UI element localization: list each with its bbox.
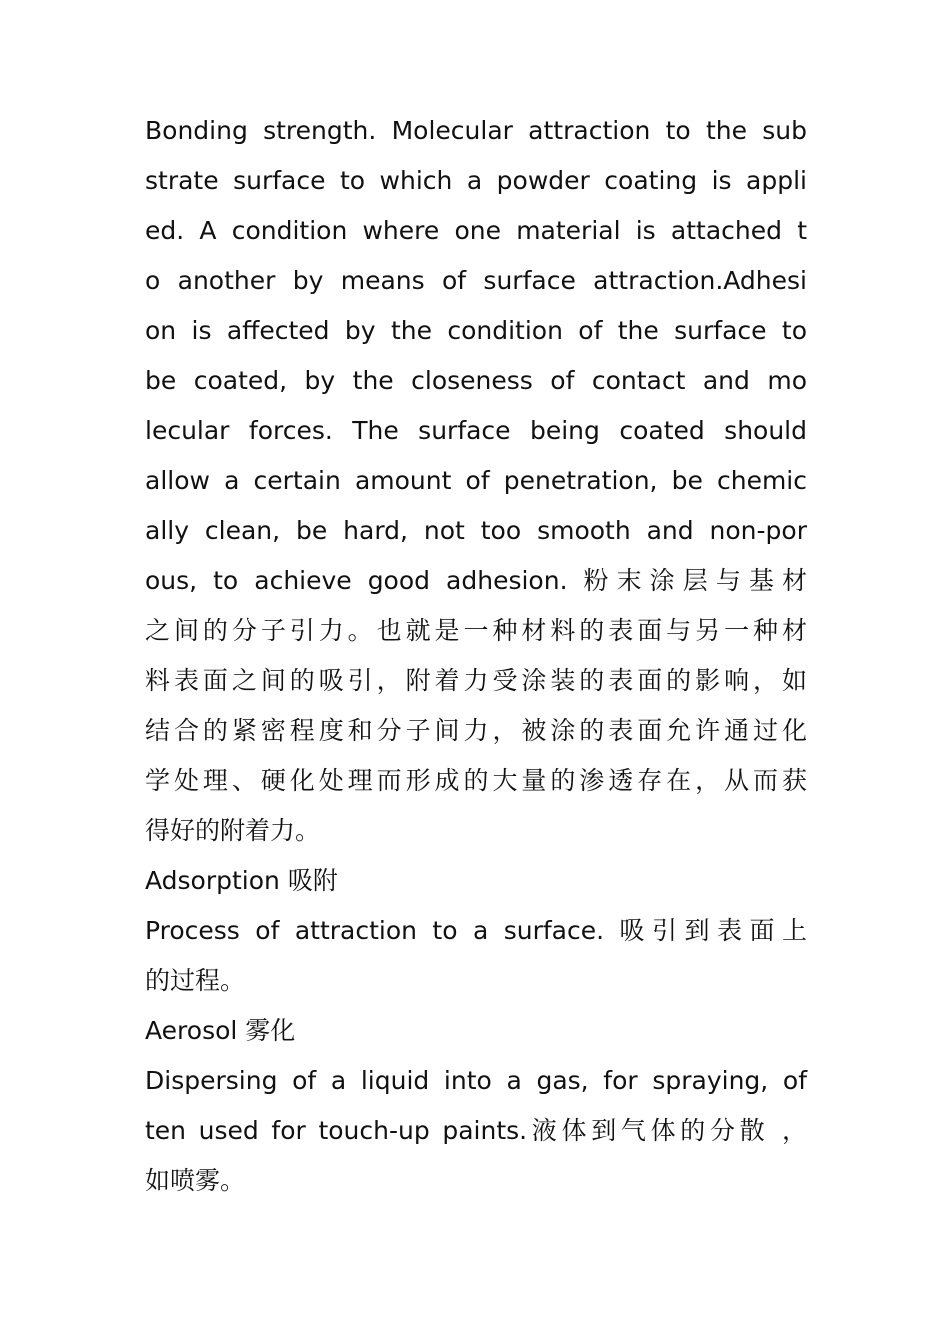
text-line: o another by means of surface attraction.Adhesi xyxy=(145,266,807,295)
text-line: 得好的附着力。 xyxy=(145,816,321,845)
text-line: 结合的紧密程度和分子间力，被涂的表面允许通过化 xyxy=(145,716,807,745)
text-line: on is affected by the condition of the surface to xyxy=(145,316,807,345)
text-line: 的过程。 xyxy=(145,966,246,995)
text-line: 之间的分子引力。也就是一种材料的表面与另一种材 xyxy=(145,616,807,645)
text-line: allow a certain amount of penetration, be chemic xyxy=(145,466,807,495)
text-line: 料表面之间的吸引，附着力受涂装的表面的影响，如 xyxy=(145,666,807,695)
text-line: 如喷雾。 xyxy=(145,1166,246,1195)
text-line: ten used for touch-up paints.液体到气体的分散 ， xyxy=(145,1116,807,1145)
term-heading-adsorption: Adsorption 吸附 xyxy=(145,866,338,895)
text-line: be coated, by the closeness of contact and mo xyxy=(145,366,807,395)
text-line: Bonding strength. Molecular attraction to the sub xyxy=(145,116,807,145)
text-line: ally clean, be hard, not too smooth and non-por xyxy=(145,516,807,545)
text-line: Dispersing of a liquid into a gas, for spraying, of xyxy=(145,1066,807,1095)
term-heading-aerosol: Aerosol 雾化 xyxy=(145,1016,296,1045)
text-line: ous, to achieve good adhesion. 粉末涂层与基材 xyxy=(145,566,807,595)
text-line: 学处理、硬化处理而形成的大量的渗透存在，从而获 xyxy=(145,766,807,795)
text-line: lecular forces. The surface being coated should xyxy=(145,416,807,445)
document-body xyxy=(145,106,807,1206)
text-line: ed. A condition where one material is attached t xyxy=(145,216,807,245)
text-line: Process of attraction to a surface. 吸引到表面上 xyxy=(145,916,807,945)
text-line: strate surface to which a powder coating is appli xyxy=(145,166,807,195)
